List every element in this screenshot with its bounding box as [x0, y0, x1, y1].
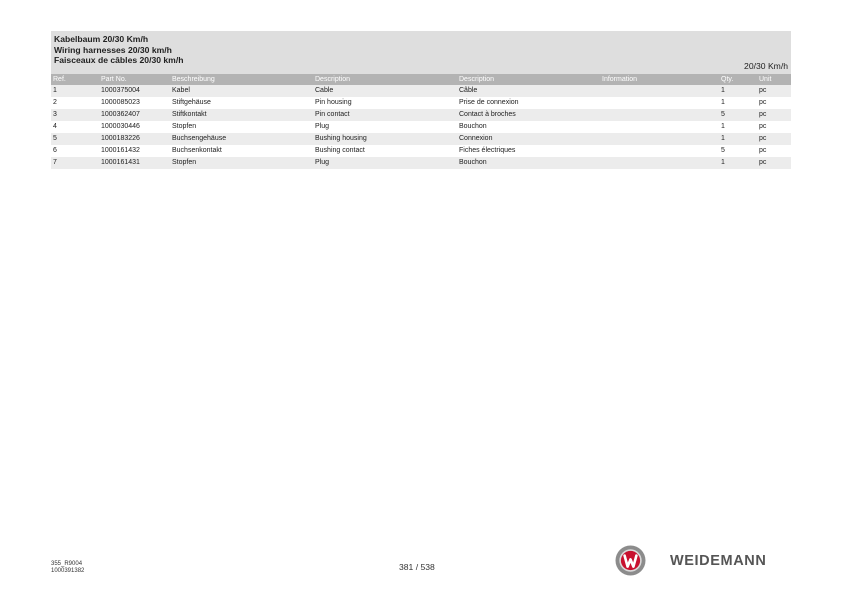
cell-part-no: 1000375004: [99, 85, 170, 97]
cell-desc-de: Stiftgehäuse: [170, 97, 313, 109]
cell-desc-en: Plug: [313, 157, 457, 169]
cell-desc-en: Pin housing: [313, 97, 457, 109]
cell-desc-fr: Câble: [457, 85, 600, 97]
table-row: [51, 157, 791, 169]
cell-desc-de: Stopfen: [170, 121, 313, 133]
cell-ref: 7: [51, 157, 99, 169]
cell-desc-de: Stopfen: [170, 157, 313, 169]
cell-desc-de: Kabel: [170, 85, 313, 97]
table-row: [51, 109, 791, 121]
cell-unit: pc: [757, 85, 791, 97]
title-german: Kabelbaum 20/30 Km/h: [54, 34, 149, 44]
cell-qty: 1: [719, 121, 757, 133]
col-header-information: Information: [600, 74, 719, 85]
cell-desc-de: Buchsenkontakt: [170, 145, 313, 157]
page-header: [51, 31, 791, 74]
cell-part-no: 1000362407: [99, 109, 170, 121]
cell-ref: 6: [51, 145, 99, 157]
cell-part-no: 1000085023: [99, 97, 170, 109]
parts-table: [51, 74, 791, 169]
cell-desc-fr: Prise de connexion: [457, 97, 600, 109]
cell-ref: 5: [51, 133, 99, 145]
table-row: [51, 97, 791, 109]
cell-desc-de: Stiftkontakt: [170, 109, 313, 121]
cell-info: [600, 133, 719, 145]
header-titles: [54, 34, 183, 66]
table-row: [51, 121, 791, 133]
col-header-ref: Ref.: [51, 74, 99, 85]
cell-qty: 1: [719, 133, 757, 145]
cell-desc-fr: Contact à broches: [457, 109, 600, 121]
cell-qty: 5: [719, 145, 757, 157]
cell-unit: pc: [757, 109, 791, 121]
doc-number: 1000391382: [51, 568, 85, 574]
cell-ref: 1: [51, 85, 99, 97]
cell-desc-fr: Bouchon: [457, 121, 600, 133]
cell-desc-en: Plug: [313, 121, 457, 133]
cell-desc-fr: Fiches électriques: [457, 145, 600, 157]
variant-label: 20/30 Km/h: [744, 61, 788, 71]
cell-ref: 4: [51, 121, 99, 133]
cell-qty: 1: [719, 85, 757, 97]
cell-desc-en: Bushing contact: [313, 145, 457, 157]
page-number: 381 / 538: [399, 562, 435, 572]
cell-info: [600, 145, 719, 157]
col-header-description-en: Description: [313, 74, 457, 85]
col-header-part-no: Part No.: [99, 74, 170, 85]
cell-info: [600, 157, 719, 169]
cell-desc-en: Cable: [313, 85, 457, 97]
cell-info: [600, 97, 719, 109]
cell-ref: 2: [51, 97, 99, 109]
col-header-beschreibung: Beschreibung: [170, 74, 313, 85]
document-codes: [51, 561, 84, 575]
cell-part-no: 1000030446: [99, 121, 170, 133]
cell-info: [600, 121, 719, 133]
col-header-qty: Qty.: [719, 74, 757, 85]
doc-code: 355_R9004: [51, 561, 83, 567]
cell-ref: 3: [51, 109, 99, 121]
table-row: [51, 133, 791, 145]
table-row: [51, 145, 791, 157]
table-row: [51, 85, 791, 97]
cell-qty: 1: [719, 97, 757, 109]
table-header-row: [51, 74, 791, 85]
title-english: Wiring harnesses 20/30 km/h: [54, 44, 172, 55]
cell-unit: pc: [757, 97, 791, 109]
cell-desc-fr: Bouchon: [457, 157, 600, 169]
cell-part-no: 1000161431: [99, 157, 170, 169]
cell-qty: 5: [719, 109, 757, 121]
brand-name: WEIDEMANN: [670, 553, 767, 569]
col-header-unit: Unit: [757, 74, 791, 85]
col-header-description-fr: Description: [457, 74, 600, 85]
cell-desc-en: Pin contact: [313, 109, 457, 121]
cell-desc-de: Buchsengehäuse: [170, 133, 313, 145]
cell-unit: pc: [757, 145, 791, 157]
weidemann-w-logo-icon: [615, 545, 646, 576]
cell-part-no: 1000183226: [99, 133, 170, 145]
cell-part-no: 1000161432: [99, 145, 170, 157]
cell-unit: pc: [757, 157, 791, 169]
cell-desc-fr: Connexion: [457, 133, 600, 145]
cell-info: [600, 109, 719, 121]
cell-unit: pc: [757, 121, 791, 133]
cell-desc-en: Bushing housing: [313, 133, 457, 145]
cell-unit: pc: [757, 133, 791, 145]
cell-qty: 1: [719, 157, 757, 169]
title-french: Faisceaux de câbles 20/30 km/h: [54, 55, 184, 65]
cell-info: [600, 85, 719, 97]
